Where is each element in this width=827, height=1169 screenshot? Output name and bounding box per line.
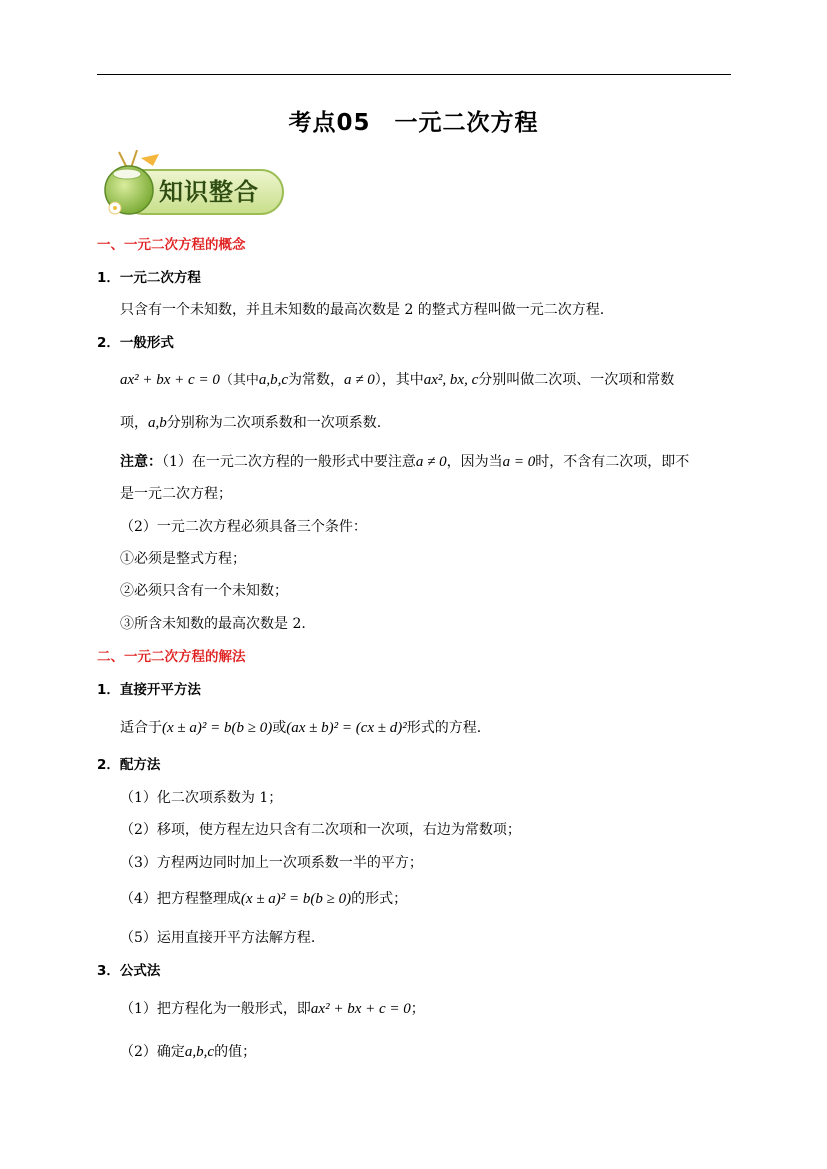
knowledge-badge [97, 150, 287, 222]
method-2-step-3: （3）方程两边同时加上一次项系数一半的平方； [120, 855, 423, 871]
text: （其中 [219, 373, 259, 388]
page-title: 考点05 一元二次方程 [288, 110, 539, 136]
text: 项， [120, 415, 148, 431]
method-2-step-5: （5）运用直接开平方法解方程. [120, 930, 316, 946]
formula: ax² + bx + c = 0 [310, 1001, 411, 1017]
method-3-step-2 [120, 1042, 256, 1062]
text: 的形式； [351, 891, 408, 907]
text: 时，不含有二次项，即不 [535, 454, 690, 470]
text: 适合于 [120, 720, 162, 736]
text: 或 [272, 720, 287, 736]
general-form-line-1 [120, 370, 674, 391]
text: （1）把方程化为一般形式，即 [120, 1001, 311, 1017]
section-1-heading: 一、一元二次方程的概念 [97, 237, 246, 253]
method-3-step-1 [120, 999, 425, 1019]
formula: a,b,c [258, 372, 289, 388]
formula: a ≠ 0 [344, 372, 375, 388]
formula: (x ± a)² = b(b ≥ 0) [240, 891, 352, 907]
formula: a ≠ 0 [415, 454, 447, 470]
formula: ax² + bx + c = 0 [120, 372, 220, 388]
text: 分别叫做二次项、一次项和常数 [478, 372, 675, 388]
text: 分别称为二次项系数和一次项系数. [166, 415, 382, 431]
text: （4）把方程整理成 [120, 891, 241, 907]
note-line-2: 是一元二次方程； [120, 486, 232, 502]
formula: a,b,c [184, 1044, 215, 1060]
subheading-1-2: 2．一般形式 [97, 335, 174, 351]
method-2-step-1: （1）化二次项系数为 1； [120, 790, 283, 806]
method-2-step-2: （2）移项，使方程左边只含有二次项和一次项，右边为常数项； [120, 822, 521, 838]
text: （1）在一元二次方程的一般形式中要注意 [162, 454, 416, 470]
note-line-1 [120, 452, 689, 472]
formula: (ax ± b)² = (cx ± d)² [286, 720, 407, 736]
subheading-2-1: 1．直接开平方法 [97, 682, 201, 698]
text: ，因为当 [446, 454, 503, 470]
formula: (x ± a)² = b(b ≥ 0) [162, 720, 273, 736]
text: 的值； [214, 1044, 257, 1060]
badge-text: 知识整合 [159, 178, 259, 206]
subheading-2-2: 2．配方法 [97, 757, 161, 773]
paragraph-1-1: 只含有一个未知数，并且未知数的最高次数是 2 的整式方程叫做一元二次方程. [120, 302, 605, 318]
subheading-1-1: 1．一元二次方程 [97, 270, 201, 286]
text: ），其中 [374, 372, 424, 388]
formula: ax², bx, c [423, 372, 479, 388]
subheading-2-3: 3．公式法 [97, 963, 161, 979]
method-2-step-4 [120, 889, 407, 909]
section-2-heading: 二、一元二次方程的解法 [97, 649, 246, 665]
note-label: 注意： [120, 454, 162, 470]
condition-3: ③所含未知数的最高次数是 2. [120, 616, 306, 632]
formula: a,b [148, 415, 167, 431]
text: 为常数， [288, 372, 345, 388]
formula: a = 0 [502, 454, 536, 470]
condition-2: ②必须只含有一个未知数； [120, 583, 288, 599]
text: ； [410, 1001, 425, 1017]
general-form-line-2 [120, 413, 381, 433]
method-1-text [120, 718, 481, 738]
header-rule [97, 74, 731, 75]
text: 形式的方程. [406, 720, 482, 736]
condition-1: ①必须是整式方程； [120, 551, 246, 567]
note-line-3: （2）一元二次方程必须具备三个条件： [120, 519, 367, 535]
text: （2）确定 [120, 1044, 185, 1060]
